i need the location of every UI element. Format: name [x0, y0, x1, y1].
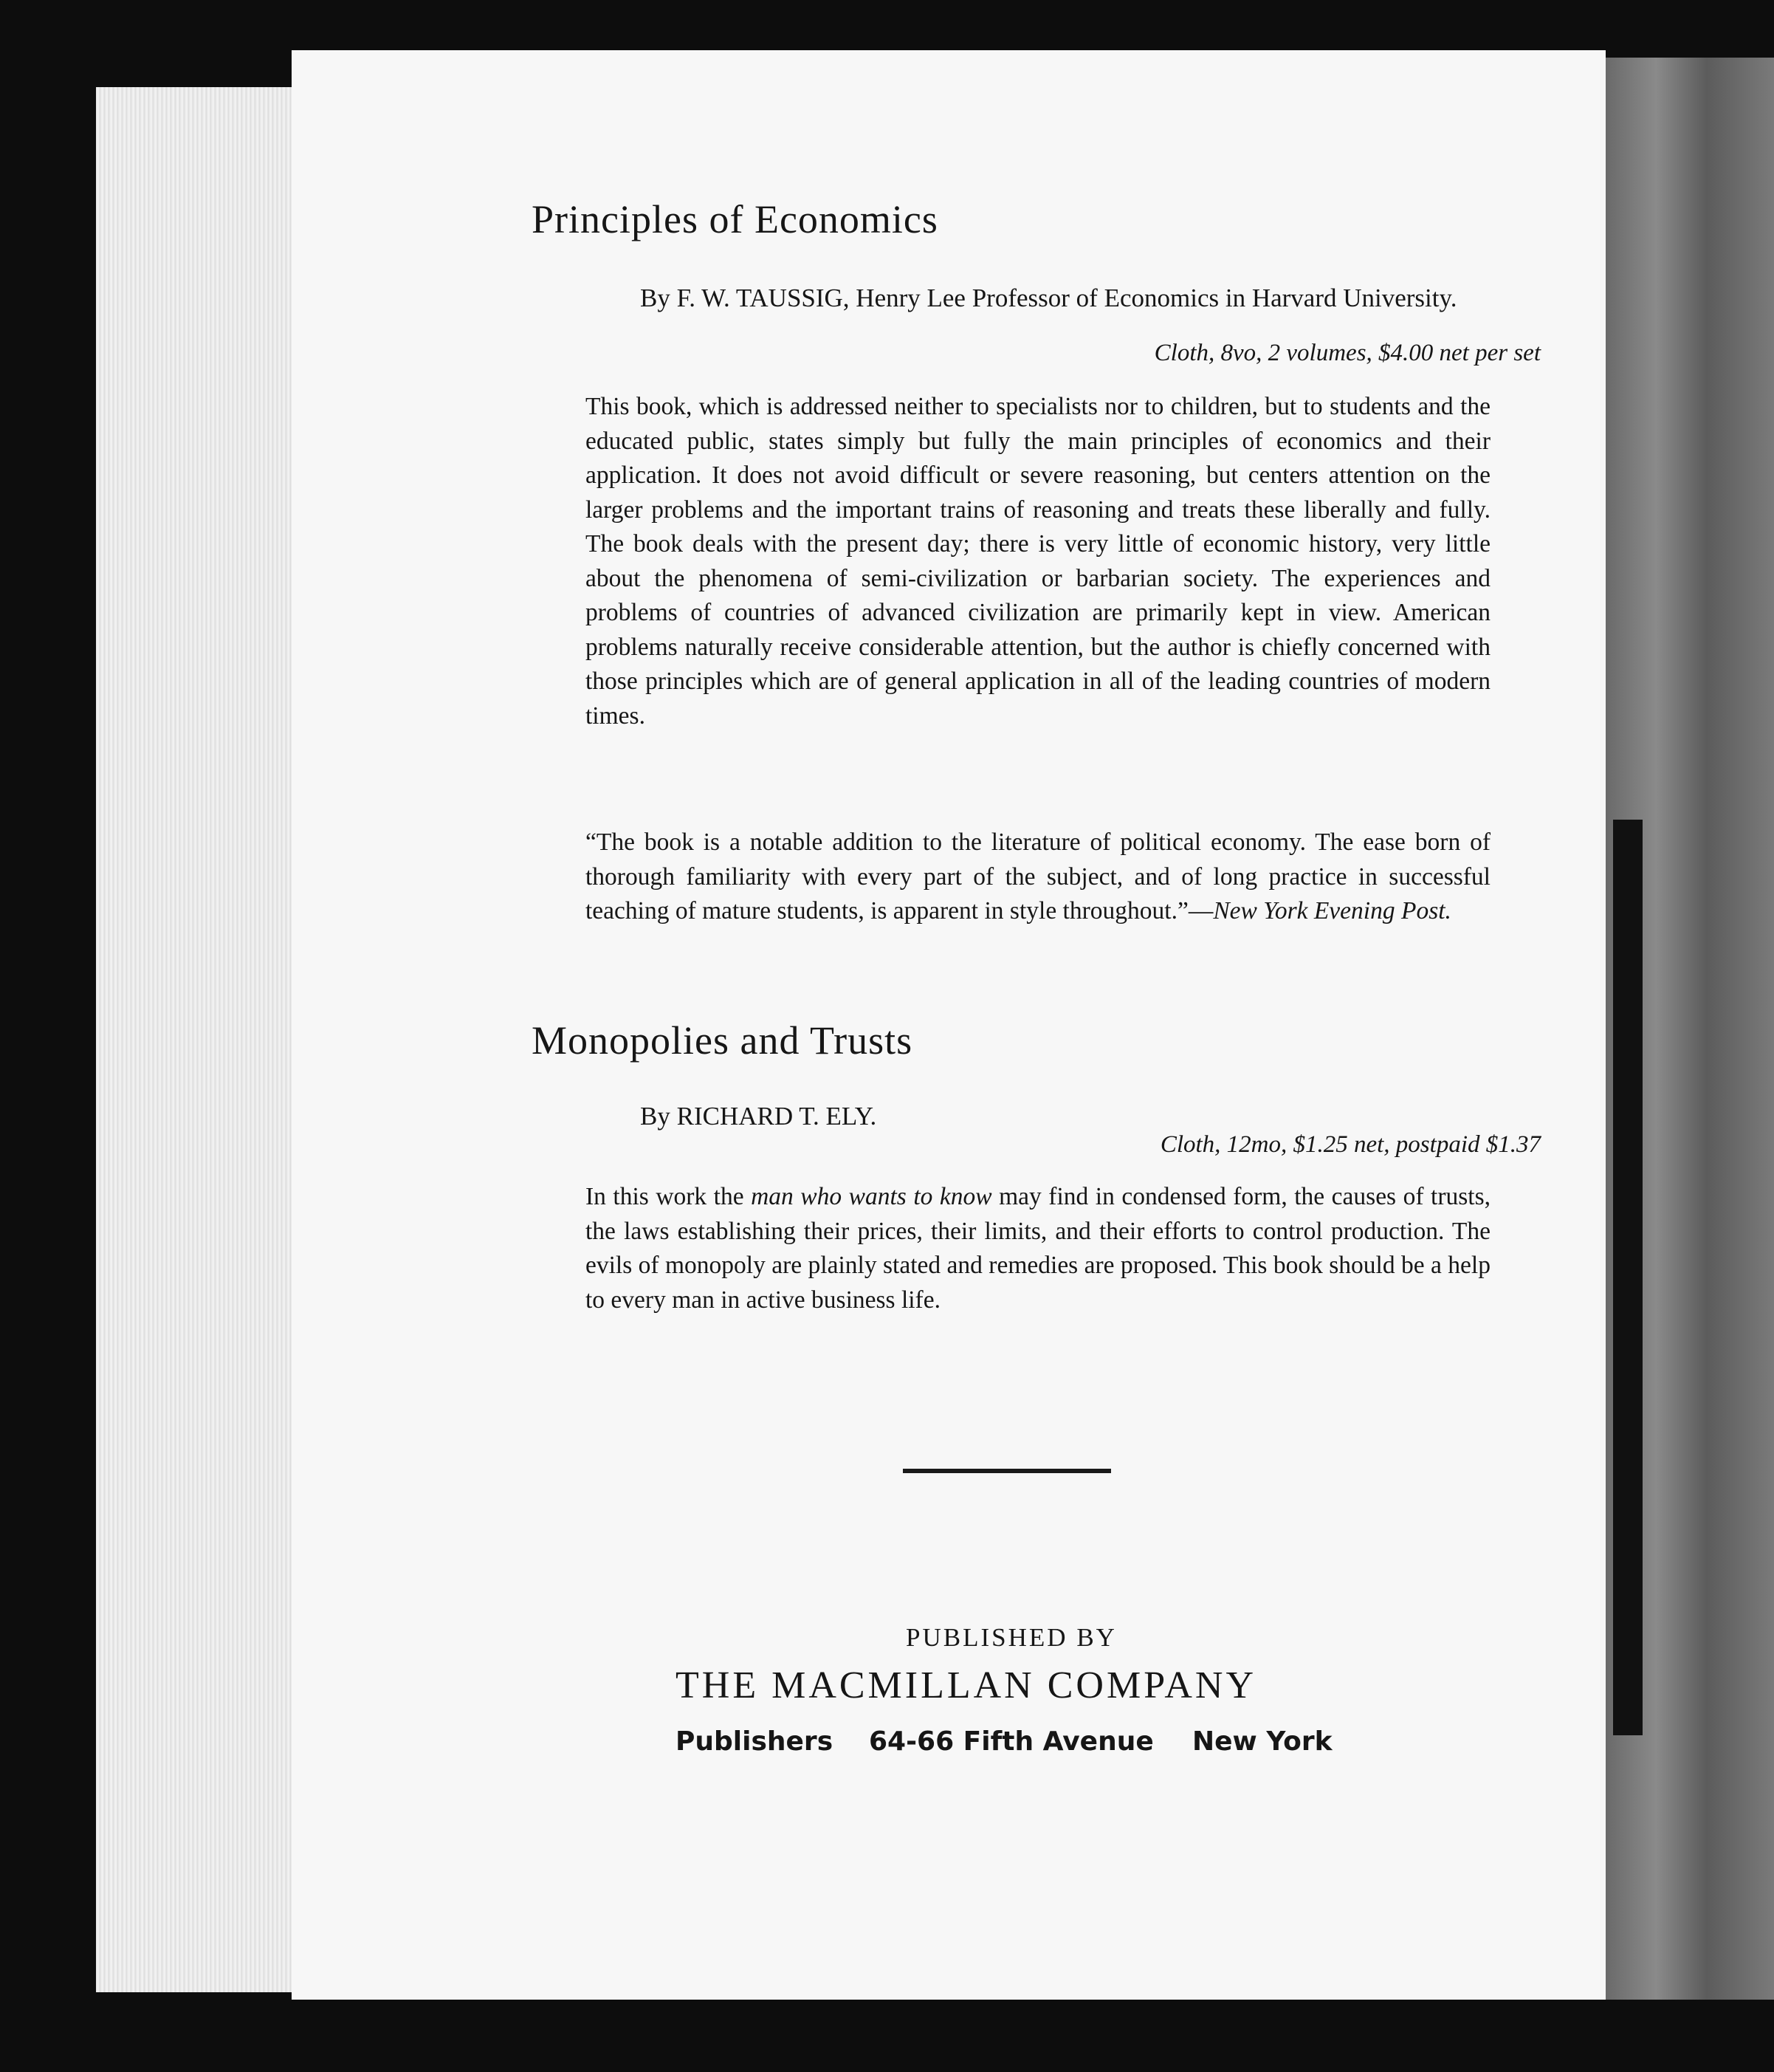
cover-shadow — [1613, 820, 1643, 1735]
publisher-street: 64-66 Fifth Avenue — [869, 1726, 1154, 1757]
book1-review-text: “The book is a notable addition to the literature of political economy. The ease born of thorough familiarity with every part of the subject, and of long practice in successful teaching of mature students, is apparent in style throughout.”— — [585, 829, 1491, 924]
book1-description: This book, which is addressed neither to specialists nor to children, but to students and the educated public, states simply but fully the main principles of economics and their application. It does not avoid difficult or severe reasoning, but centers attention on the larger problems and the important trains of reasoning and treats these liberally and fully. The book deals with the present day; there is very little of economic history, very little about the phenomena of semi-civilization or barbarian society. The experiences and problems of countries of advanced civilization are primarily kept in view. American problems naturally receive considerable attention, but the author is chiefly concerned with those principles which are of general application in all of the leading countries of modern times. — [585, 393, 1491, 730]
book2-title: Monopolies and Trusts — [532, 1018, 913, 1063]
divider-rule — [903, 1469, 1111, 1473]
book1-price: Cloth, 8vo, 2 volumes, $4.00 net per set — [1154, 340, 1541, 366]
publisher-label: Publishers — [675, 1726, 833, 1757]
book-page — [292, 50, 1606, 2000]
publisher-name: THE MACMILLAN COMPANY — [675, 1664, 1257, 1706]
book1-title: Principles of Economics — [532, 197, 938, 241]
book1-review-source: New York Evening Post. — [1213, 897, 1451, 924]
book2-description-rest: may find in condensed form, the causes of trusts, the laws establishing their prices, their limits, and their efforts to control production. The evils of monopoly are plainly stated and remedies are proposed. This book should be a help to every man in active business life. — [585, 1183, 1491, 1314]
book1-byline: By F. W. TAUSSIG, Henry Lee Professor of Economics in Harvard University. — [640, 284, 1457, 312]
book2-byline: By RICHARD T. ELY. — [640, 1102, 877, 1131]
book2-price: Cloth, 12mo, $1.25 net, postpaid $1.37 — [1160, 1131, 1541, 1158]
book1-review — [585, 826, 1491, 929]
published-by: PUBLISHED BY — [906, 1623, 1117, 1652]
book2-description — [585, 1180, 1491, 1317]
book2-description-start: In this work the — [585, 1183, 752, 1210]
page-edges — [96, 87, 303, 1992]
publisher-city: New York — [1192, 1726, 1333, 1757]
page-content — [292, 50, 1606, 2000]
book2-description-emphasis: man who wants to know — [751, 1183, 992, 1210]
